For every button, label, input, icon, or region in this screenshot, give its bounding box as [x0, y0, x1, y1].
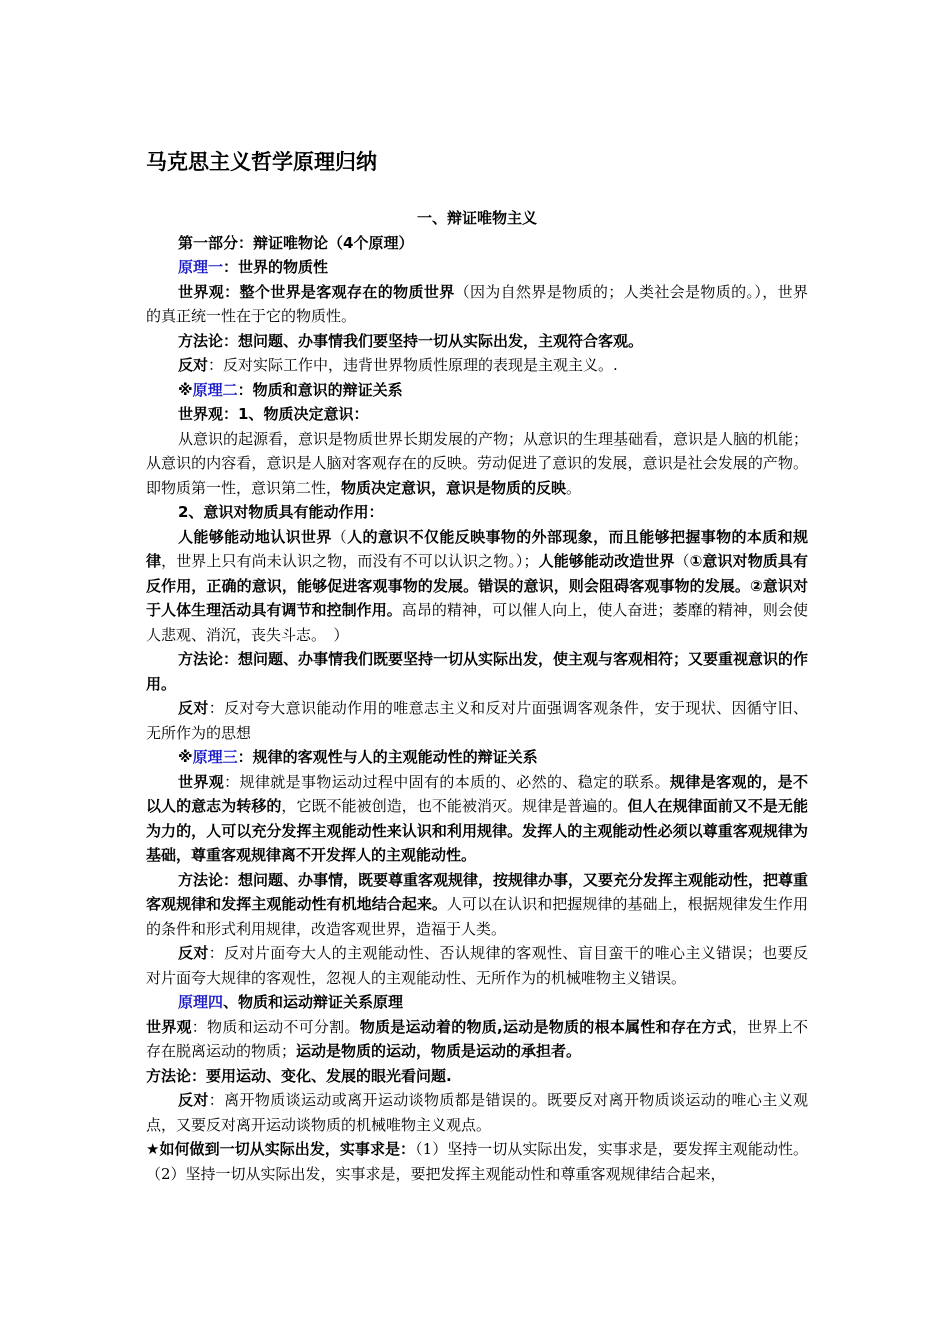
principle-label: 原理三 [192, 748, 238, 766]
principle-1-heading [146, 255, 808, 280]
principle-4-method: 方法论：要用运动、变化、发展的眼光看问题. [146, 1066, 452, 1085]
principle-2-worldview-1-text: 从意识的起源看，意识是物质世界长期发展的产物；从意识的生理基础看，意识是人脑的机能；从意识的内容看，意识是人脑对客观存在的反映。劳动促进了意识的发展，意识是社会发展的产物。即物质第一性，意识第二性，物质决定意识，意识是物质的反映。 [146, 429, 809, 497]
principle-title: 、物质和运动辩证关系原理 [223, 993, 404, 1011]
principle-4-heading [146, 990, 808, 1015]
principle-label: 原理四 [178, 993, 224, 1011]
principle-2-worldview-1: 世界观：1、物质决定意识： [178, 405, 369, 423]
section-heading: 一、辩证唯物主义 [416, 209, 537, 227]
document-title: 马克思主义哲学原理归纳 [146, 150, 377, 174]
principle-label: 原理二 [192, 380, 238, 399]
principle-title: ：世界的物质性 [223, 258, 329, 276]
principle-title: ：规律的客观性与人的主观能动性的辩证关系 [237, 748, 538, 766]
principle-1-method: 方法论：想问题、办事情我们要坚持一切从实际出发，主观符合客观。 [178, 331, 644, 350]
principle-3-oppose: 反对：反对片面夸大人的主观能动性、否认规律的客观性、盲目蛮干的唯心主义错误；也要反对片面夸大规律的客观性，忽视人的主观能动性、无所作为的机械唯物主义错误。 [146, 944, 808, 987]
principle-2-heading [146, 378, 808, 403]
principle-label: 原理一 [178, 258, 224, 276]
principle-2-worldview-2: 2、意识对物质具有能动作用： [178, 503, 384, 521]
part-heading: 第一部分：辩证唯物论（4个原理） [178, 233, 414, 252]
principle-2-worldview-2-text: 人能够能动地认识世界（人的意识不仅能反映事物的外部现象，而且能够把握事物的本质和规律，世界上只有尚未认识之物，而没有不可以认识之物。）；人能够能动改造世界（①意识对物质具有反作用，正确的意识，能够促进客观事物的发展。错误的意识，则会阻碍客观事物的发展。②意识对于人体生理活动具有调节和控制作用。高昂的精神，可以催人向上，使人奋进；萎靡的精神，则会使人悲观、消沉，丧失斗志。 ） [146, 527, 808, 644]
principle-2-method: 方法论：想问题、办事情我们既要坚持一切从实际出发，使主观与客观相符；又要重视意识的作用。 [146, 650, 809, 693]
principle-3-method: 方法论：想问题、办事情，既要尊重客观规律，按规律办事，又要充分发挥主观能动性，把尊重客观规律和发挥主观能动性有机地结合起来。人可以在认识和把握规律的基础上，根据规律发生作用的条件和形式利用规律，改造客观世界，造福于人类。 [146, 870, 809, 938]
document-body [146, 206, 808, 1186]
principle-3-heading [146, 745, 808, 770]
seek-truth-from-facts-paragraph: ★如何做到一切从实际出发，实事求是：（1）坚持一切从实际出发，实事求是，要发挥主观能动性。（2）坚持一切从实际出发，实事求是，要把发挥主观能动性和尊重客观规律结合起来， [146, 1140, 809, 1183]
principle-4-worldview: 世界观：物质和运动不可分割。物质是运动着的物质,运动是物质的根本属性和存在方式，世界上不存在脱离运动的物质；运动是物质的运动，物质是运动的承担者。 [146, 1017, 808, 1060]
principle-title: ：物质和意识的辩证关系 [237, 380, 403, 399]
principle-2-oppose: 反对：反对夸大意识能动作用的唯意志主义和反对片面强调客观条件，安于现状、因循守旧、无所作为的思想 [146, 699, 808, 742]
principle-4-oppose: 反对：离开物质谈运动或离开运动谈物质都是错误的。既要反对离开物质谈运动的唯心主义观点，又要反对离开运动谈物质的机械唯物主义观点。 [146, 1091, 808, 1134]
reference-mark: ※ [178, 380, 193, 399]
principle-1-worldview: 世界观：整个世界是客观存在的物质世界（因为自然界是物质的；人类社会是物质的。），世界的真正统一性在于它的物质性。 [146, 282, 808, 325]
reference-mark: ※ [178, 748, 193, 766]
principle-1-oppose: 反对：反对实际工作中，违背世界物质性原理的表现是主观主义。. [178, 356, 618, 374]
principle-3-worldview: 世界观：规律就是事物运动过程中固有的本质的、必然的、稳定的联系。规律是客观的，是不以人的意志为转移的，它既不能被创造，也不能被消灭。规律是普遍的。但人在规律面前又不是无能为力的，人可以充分发挥主观能动性来认识和利用规律。发挥人的主观能动性必须以尊重客观规律为基础，尊重客观规律离不开发挥人的主观能动性。 [146, 772, 808, 864]
